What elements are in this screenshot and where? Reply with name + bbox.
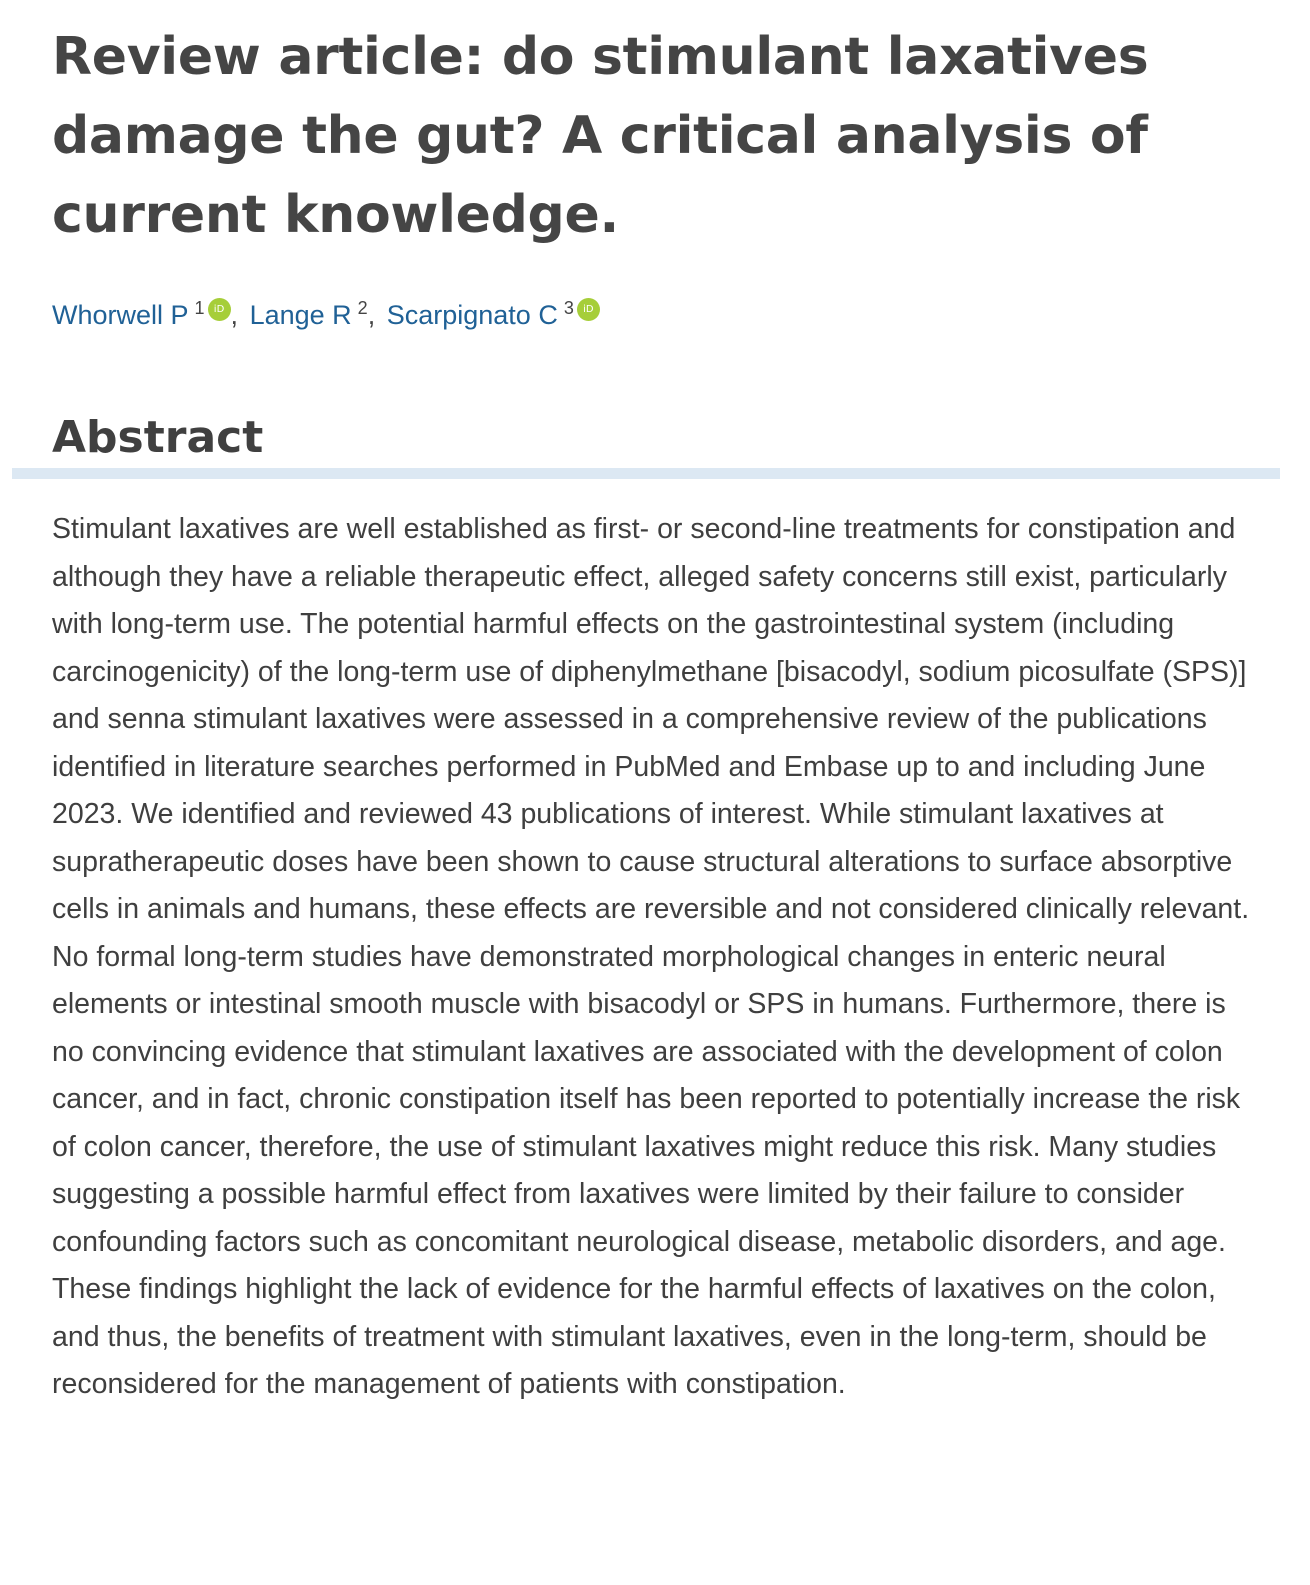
author-affiliation-1: 1 (194, 298, 205, 318)
orcid-icon[interactable]: iD (208, 298, 231, 321)
author-link-whorwell[interactable]: Whorwell P (52, 300, 189, 330)
abstract-text: Stimulant laxatives are well established as first- or second-line treatments for constipation and although they have a reliable therapeutic effect, alleged safety concerns still exist, particularly with long-term use. The potential harmful effects on the gastrointestinal system (including carcinogenicity) of the long-term use of diphenylmethane [bisacodyl, sodium picosulfate (SPS)] and senna stimulant laxatives were assessed in a comprehensive review of the publications identified in literature searches performed in PubMed and Embase up to and including June 2023. We identified and reviewed 43 publications of interest. While stimulant laxatives at supratherapeutic doses have been shown to cause structural alterations to surface absorptive cells in animals and humans, these effects are reversible and not considered clinically relevant. No formal long-term studies have demonstrated morphological changes in enteric neural elements or intestinal smooth muscle with bisacodyl or SPS in humans. Furthermore, there is no convincing evidence that stimulant laxatives are associated with the development of colon cancer, and in fact, chronic constipation itself has been reported to potentially increase the risk of colon cancer, therefore, the use of stimulant laxatives might reduce this risk. Many studies suggesting a possible harmful effect from laxatives were limited by their failure to consider confounding factors such as concomitant neurological disease, metabolic disorders, and age. These findings highlight the lack of evidence for the harmful effects of laxatives on the colon, and thus, the benefits of treatment with stimulant laxatives, even in the long-term, should be reconsidered for the management of patients with constipation. (52, 513, 1250, 1400)
abstract-heading: Abstract (52, 412, 264, 463)
author-link-lange[interactable]: Lange R (249, 300, 352, 330)
article-title: Review article: do stimulant laxatives damage the gut? A critical analysis of current knowledge. (52, 27, 1149, 245)
author-link-scarpignato[interactable]: Scarpignato C (386, 300, 558, 330)
author-list (52, 288, 600, 335)
author-separator: , (367, 300, 376, 330)
section-divider (12, 468, 1280, 479)
author-affiliation-2: 2 (357, 298, 368, 318)
author-affiliation-3: 3 (563, 298, 574, 318)
orcid-icon[interactable]: iD (577, 298, 600, 321)
author-separator: , (230, 300, 239, 330)
